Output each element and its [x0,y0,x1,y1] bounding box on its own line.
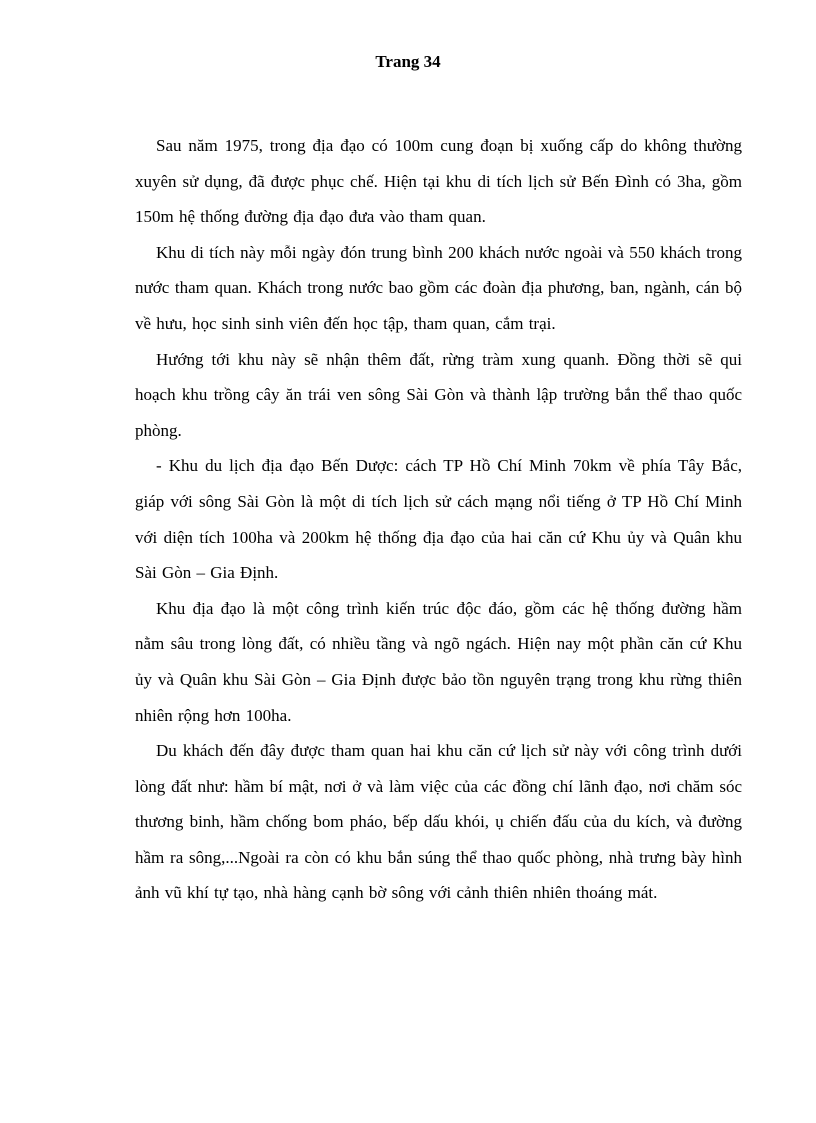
paragraph-visitors: Khu di tích này mỗi ngày đón trung bình 200 khách nước ngoài và 550 khách trong nước tham quan. Khách trong nước bao gồm các đoàn địa phương, ban, ngành, cán bộ về hưu, học sinh sinh viên đến học tập, tham quan, cắm trại. [135,242,742,333]
paragraph-ben-duoc-intro: - Khu du lịch địa đạo Bến Dược: cách TP Hồ Chí Minh 70km về phía Tây Bắc, giáp với sông Sài Gòn là một di tích lịch sử cách mạng nổi tiếng ở TP Hồ Chí Minh với diện tích 100ha và 200km hệ thống địa đạo của hai căn cứ Khu ủy và Quân khu Sài Gòn – Gia Định. [135,456,742,583]
paragraph-tunnel-architecture: Khu địa đạo là một công trình kiến trúc độc đáo, gồm các hệ thống đường hầm nằm sâu trong lòng đất, có nhiều tầng và ngõ ngách. Hiện nay một phần căn cứ Khu ủy và Quân khu Sài Gòn – Gia Định được bảo tồn nguyên trạng trong khu rừng thiên nhiên rộng hơn 100ha. [135,598,742,725]
body-text [135,128,742,911]
paragraph-visitor-attractions: Du khách đến đây được tham quan hai khu căn cứ lịch sử này với công trình dưới lòng đất như: hầm bí mật, nơi ở và làm việc của các đồng chí lãnh đạo, nơi chăm sóc thương binh, hầm chống bom pháo, bếp dấu khói, ụ chiến đấu của du kích, và đường hầm ra sông,...Ngoài ra còn có khu bắn súng thể thao quốc phòng, nhà trưng bày hình ảnh vũ khí tự tạo, nhà hàng cạnh bờ sông với cảnh thiên nhiên thoáng mát. [135,741,742,903]
paragraph-restoration: Sau năm 1975, trong địa đạo có 100m cung đoạn bị xuống cấp do không thường xuyên sử dụng, đã được phục chế. Hiện tại khu di tích lịch sử Bến Đình có 3ha, gồm 150m hệ thống đường địa đạo đưa vào tham quan. [135,136,742,227]
paragraph-development-plan: Hướng tới khu này sẽ nhận thêm đất, rừng tràm xung quanh. Đồng thời sẽ qui hoạch khu trồng cây ăn trái ven sông Sài Gòn và thành lập trường bắn thể thao quốc phòng. [135,349,742,440]
page-number-heading: Trang 34 [375,52,441,71]
